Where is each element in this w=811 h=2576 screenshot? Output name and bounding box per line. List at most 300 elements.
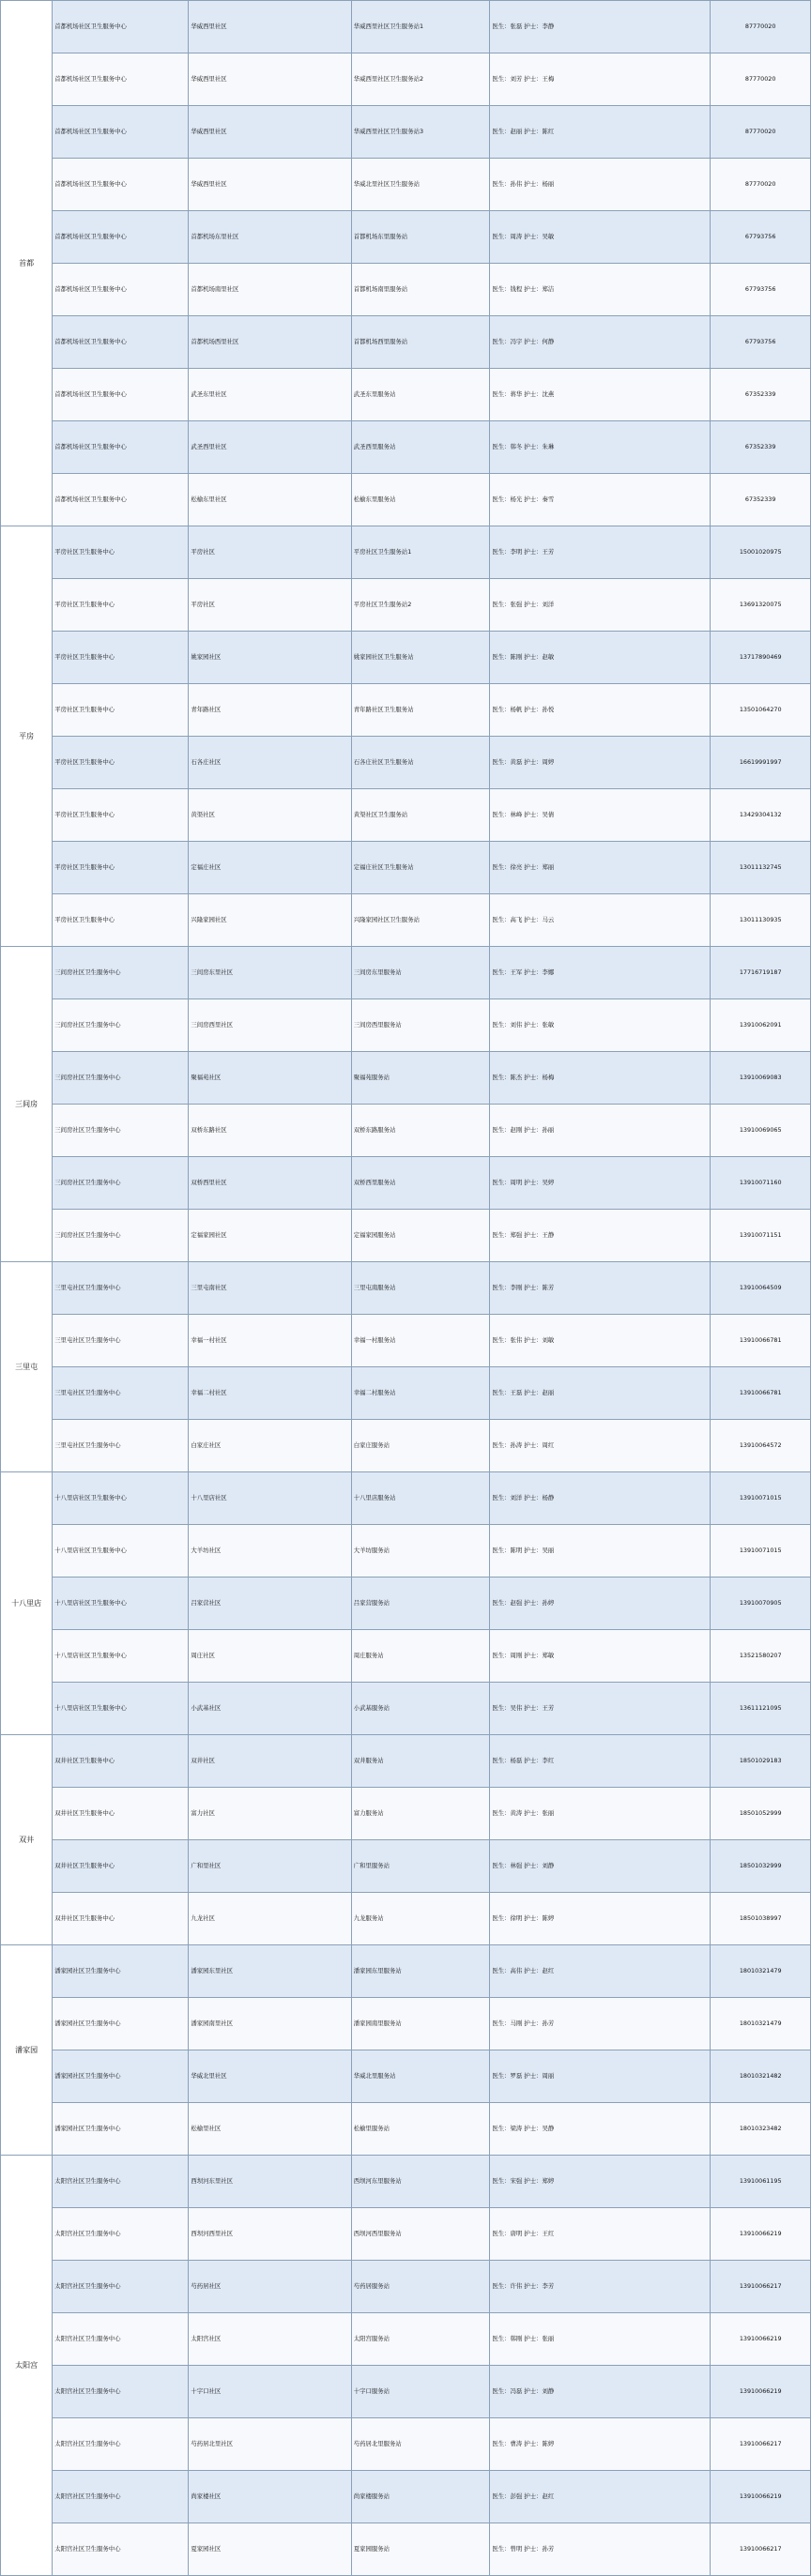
community: 九龙社区 — [189, 1893, 351, 1945]
contact-phone: 13501064270 — [711, 684, 811, 737]
team-members: 医生：赵强 护士：孙婷 — [490, 1578, 711, 1630]
table-row — [1, 684, 811, 737]
service-center: 双井社区卫生服务中心 — [53, 1893, 189, 1945]
community: 潘家园东里社区 — [189, 1945, 351, 1998]
team-members: 医生：郑强 护士：王静 — [490, 1210, 711, 1262]
team-members: 医生：杨帆 护士：孙悦 — [490, 684, 711, 737]
team-members: 医生：王军 护士：李娜 — [490, 947, 711, 999]
table-row — [1, 789, 811, 842]
team-members: 医生：张强 护士：刘洋 — [490, 579, 711, 632]
table-row — [1, 2471, 811, 2523]
community: 幸福一村社区 — [189, 1315, 351, 1367]
service-center: 十八里店社区卫生服务中心 — [53, 1525, 189, 1578]
contact-phone: 13910066781 — [711, 1367, 811, 1420]
service-center: 潘家园社区卫生服务中心 — [53, 2050, 189, 2103]
community: 兴隆家园社区 — [189, 894, 351, 947]
service-site: 三间房东里服务站 — [351, 947, 490, 999]
contact-phone: 67352339 — [711, 369, 811, 421]
service-site: 大羊坊服务站 — [351, 1525, 490, 1578]
community: 西坝河东里社区 — [189, 2156, 351, 2208]
table-row — [1, 1525, 811, 1578]
community: 首都机场南里社区 — [189, 264, 351, 316]
service-site: 青年路社区卫生服务站 — [351, 684, 490, 737]
service-center: 太阳宫社区卫生服务中心 — [53, 2208, 189, 2261]
contact-phone: 67352339 — [711, 421, 811, 474]
table-row — [1, 842, 811, 894]
service-center: 首都机场社区卫生服务中心 — [53, 159, 189, 211]
team-members: 医生：周涛 护士：吴敏 — [490, 211, 711, 264]
community: 潘家园南里社区 — [189, 1998, 351, 2050]
table-row — [1, 159, 811, 211]
service-site: 夏家园服务站 — [351, 2523, 490, 2576]
table-row — [1, 2313, 811, 2366]
service-center: 十八里店社区卫生服务中心 — [53, 1630, 189, 1683]
service-center: 三里屯社区卫生服务中心 — [53, 1315, 189, 1367]
team-members: 医生：蒋华 护士：沈燕 — [490, 369, 711, 421]
community: 三里屯南社区 — [189, 1262, 351, 1315]
contact-phone: 18010321479 — [711, 1945, 811, 1998]
table-row — [1, 1105, 811, 1157]
service-center: 潘家园社区卫生服务中心 — [53, 1945, 189, 1998]
table-row — [1, 947, 811, 999]
table-row — [1, 369, 811, 421]
table-row — [1, 1367, 811, 1420]
table-row — [1, 316, 811, 369]
service-site: 吕家营服务站 — [351, 1578, 490, 1630]
service-center: 首都机场社区卫生服务中心 — [53, 421, 189, 474]
contact-phone: 13611121095 — [711, 1683, 811, 1735]
team-members: 医生：高伟 护士：赵红 — [490, 1945, 711, 1998]
contact-phone: 13429304132 — [711, 789, 811, 842]
community: 武圣东里社区 — [189, 369, 351, 421]
service-site: 双桥西里服务站 — [351, 1157, 490, 1210]
community: 双桥西里社区 — [189, 1157, 351, 1210]
contact-phone: 67793756 — [711, 316, 811, 369]
contact-phone: 13910066219 — [711, 2208, 811, 2261]
community: 武圣西里社区 — [189, 421, 351, 474]
service-site: 聚福苑服务站 — [351, 1052, 490, 1105]
team-members: 医生：王磊 护士：赵丽 — [490, 1367, 711, 1420]
contact-phone: 18010321479 — [711, 1998, 811, 2050]
area-cell: 首都 — [1, 1, 53, 526]
table-row — [1, 2523, 811, 2576]
table-row — [1, 1578, 811, 1630]
service-site: 兴隆家园社区卫生服务站 — [351, 894, 490, 947]
service-center: 平房社区卫生服务中心 — [53, 894, 189, 947]
table-row — [1, 2103, 811, 2156]
community: 华威北里社区 — [189, 2050, 351, 2103]
service-center: 十八里店社区卫生服务中心 — [53, 1578, 189, 1630]
table-row — [1, 211, 811, 264]
service-site: 小武基服务站 — [351, 1683, 490, 1735]
table-row — [1, 2050, 811, 2103]
contact-phone: 18501029183 — [711, 1735, 811, 1788]
area-cell: 三里屯 — [1, 1262, 53, 1472]
service-center: 三间房社区卫生服务中心 — [53, 1210, 189, 1262]
contact-phone: 13910066217 — [711, 2418, 811, 2471]
table-row — [1, 1893, 811, 1945]
contact-phone: 13691320075 — [711, 579, 811, 632]
table-row — [1, 1262, 811, 1315]
community: 富力社区 — [189, 1788, 351, 1840]
team-members: 医生：曾明 护士：孙芳 — [490, 2523, 711, 2576]
contact-phone: 13910062091 — [711, 999, 811, 1052]
table-row — [1, 1052, 811, 1105]
contact-phone: 16619991997 — [711, 737, 811, 789]
table-row — [1, 1157, 811, 1210]
service-site: 定福庄社区卫生服务站 — [351, 842, 490, 894]
community: 周庄社区 — [189, 1630, 351, 1683]
service-center: 潘家园社区卫生服务中心 — [53, 2103, 189, 2156]
service-site: 平房社区卫生服务站1 — [351, 526, 490, 579]
contact-phone: 13910071015 — [711, 1525, 811, 1578]
table-row — [1, 106, 811, 159]
area-cell: 十八里店 — [1, 1472, 53, 1735]
team-members: 医生：刘芳 护士：王梅 — [490, 53, 711, 106]
service-site: 太阳宫服务站 — [351, 2313, 490, 2366]
table-row — [1, 999, 811, 1052]
service-center: 平房社区卫生服务中心 — [53, 789, 189, 842]
contact-phone: 13910071160 — [711, 1157, 811, 1210]
service-site: 华威西里社区卫生服务站1 — [351, 1, 490, 53]
community: 聚福苑社区 — [189, 1052, 351, 1105]
team-members: 医生：周刚 护士：郑敏 — [490, 1630, 711, 1683]
service-center: 三间房社区卫生服务中心 — [53, 1157, 189, 1210]
table-row — [1, 1472, 811, 1525]
community: 三间房西里社区 — [189, 999, 351, 1052]
contact-phone: 18010321482 — [711, 2050, 811, 2103]
community: 十字口社区 — [189, 2366, 351, 2418]
service-site: 三里屯南服务站 — [351, 1262, 490, 1315]
contact-phone: 13910066217 — [711, 2261, 811, 2313]
community: 华威西里社区 — [189, 159, 351, 211]
community: 平房社区 — [189, 526, 351, 579]
service-site: 尚家楼服务站 — [351, 2471, 490, 2523]
service-site: 潘家园东里服务站 — [351, 1945, 490, 1998]
team-members: 医生：徐亮 护士：郑丽 — [490, 842, 711, 894]
service-center: 三里屯社区卫生服务中心 — [53, 1367, 189, 1420]
service-site: 黄渠社区卫生服务站 — [351, 789, 490, 842]
team-members: 医生：马刚 护士：孙芳 — [490, 1998, 711, 2050]
contact-phone: 13910064509 — [711, 1262, 811, 1315]
contact-phone: 87770020 — [711, 159, 811, 211]
area-cell: 平房 — [1, 526, 53, 947]
team-members: 医生：宋强 护士：郑婷 — [490, 2156, 711, 2208]
team-members: 医生：赵刚 护士：孙丽 — [490, 1105, 711, 1157]
table-row — [1, 737, 811, 789]
community: 十八里店社区 — [189, 1472, 351, 1525]
service-center: 十八里店社区卫生服务中心 — [53, 1472, 189, 1525]
team-members: 医生：陈明 护士：吴丽 — [490, 1525, 711, 1578]
contact-phone: 17716719187 — [711, 947, 811, 999]
service-center: 十八里店社区卫生服务中心 — [53, 1683, 189, 1735]
community: 太阳宫社区 — [189, 2313, 351, 2366]
table-row — [1, 1315, 811, 1367]
service-site: 白家庄服务站 — [351, 1420, 490, 1472]
community: 黄渠社区 — [189, 789, 351, 842]
service-site: 华威北里服务站 — [351, 2050, 490, 2103]
service-site: 潘家园南里服务站 — [351, 1998, 490, 2050]
table-row — [1, 894, 811, 947]
service-site: 十字口服务站 — [351, 2366, 490, 2418]
service-center: 太阳宫社区卫生服务中心 — [53, 2156, 189, 2208]
community: 芍药居社区 — [189, 2261, 351, 2313]
community: 首都机场西里社区 — [189, 316, 351, 369]
service-center: 双井社区卫生服务中心 — [53, 1735, 189, 1788]
table-row — [1, 2418, 811, 2471]
community: 大羊坊社区 — [189, 1525, 351, 1578]
contact-phone: 13910061195 — [711, 2156, 811, 2208]
community: 三间房东里社区 — [189, 947, 351, 999]
contact-phone: 13910070905 — [711, 1578, 811, 1630]
community: 青年路社区 — [189, 684, 351, 737]
community: 姚家园社区 — [189, 632, 351, 684]
table-row — [1, 53, 811, 106]
team-members: 医生：高飞 护士：马云 — [490, 894, 711, 947]
team-members: 医生：杨光 护士：秦雪 — [490, 474, 711, 526]
team-members: 医生：孙伟 护士：杨丽 — [490, 159, 711, 211]
team-members: 医生：罗磊 护士：周丽 — [490, 2050, 711, 2103]
service-center: 三间房社区卫生服务中心 — [53, 999, 189, 1052]
table-row — [1, 632, 811, 684]
service-site: 华威西里社区卫生服务站2 — [351, 53, 490, 106]
contact-phone: 13910071151 — [711, 1210, 811, 1262]
service-center: 太阳宫社区卫生服务中心 — [53, 2366, 189, 2418]
service-site: 双井服务站 — [351, 1735, 490, 1788]
service-center: 首都机场社区卫生服务中心 — [53, 264, 189, 316]
table-row — [1, 2261, 811, 2313]
team-members: 医生：刘洋 护士：杨静 — [490, 1472, 711, 1525]
area-cell: 三间房 — [1, 947, 53, 1262]
table-row — [1, 264, 811, 316]
team-members: 医生：冯磊 护士：刘静 — [490, 2366, 711, 2418]
service-center: 三间房社区卫生服务中心 — [53, 1105, 189, 1157]
area-cell: 潘家园 — [1, 1945, 53, 2156]
service-site: 芍药居北里服务站 — [351, 2418, 490, 2471]
table-body — [1, 1, 811, 2576]
contact-phone: 67793756 — [711, 211, 811, 264]
team-members: 医生：黄涛 护士：张丽 — [490, 1788, 711, 1840]
service-center: 太阳宫社区卫生服务中心 — [53, 2261, 189, 2313]
team-members: 医生：徐明 护士：陈婷 — [490, 1893, 711, 1945]
contact-phone: 87770020 — [711, 53, 811, 106]
service-site: 幸福二村服务站 — [351, 1367, 490, 1420]
team-members: 医生：黄磊 护士：周婷 — [490, 737, 711, 789]
service-site: 十八里店服务站 — [351, 1472, 490, 1525]
team-members: 医生：钱程 护士：郑洁 — [490, 264, 711, 316]
service-site: 松榆里服务站 — [351, 2103, 490, 2156]
contact-phone: 13910066219 — [711, 2366, 811, 2418]
service-center: 太阳宫社区卫生服务中心 — [53, 2471, 189, 2523]
table-row — [1, 1210, 811, 1262]
service-center: 太阳宫社区卫生服务中心 — [53, 2418, 189, 2471]
team-members: 医生：陈杰 护士：杨梅 — [490, 1052, 711, 1105]
service-center: 首都机场社区卫生服务中心 — [53, 316, 189, 369]
contact-phone: 15001020975 — [711, 526, 811, 579]
service-site: 西坝河东里服务站 — [351, 2156, 490, 2208]
service-center: 平房社区卫生服务中心 — [53, 737, 189, 789]
service-site: 武圣西里服务站 — [351, 421, 490, 474]
service-site: 平房社区卫生服务站2 — [351, 579, 490, 632]
service-site: 华威西里社区卫生服务站3 — [351, 106, 490, 159]
community: 芍药居北里社区 — [189, 2418, 351, 2471]
community: 定福庄社区 — [189, 842, 351, 894]
community: 首都机场东里社区 — [189, 211, 351, 264]
contact-phone: 13910069083 — [711, 1052, 811, 1105]
service-site: 九龙服务站 — [351, 1893, 490, 1945]
community: 松榆里社区 — [189, 2103, 351, 2156]
table-row — [1, 526, 811, 579]
community: 华威西里社区 — [189, 53, 351, 106]
community: 松榆东里社区 — [189, 474, 351, 526]
team-members: 医生：冯宇 护士：何静 — [490, 316, 711, 369]
team-members: 医生：张伟 护士：刘敏 — [490, 1315, 711, 1367]
service-site: 幸福一村服务站 — [351, 1315, 490, 1367]
team-members: 医生：彭强 护士：赵红 — [490, 2471, 711, 2523]
contact-phone: 13011130935 — [711, 894, 811, 947]
community: 白家庄社区 — [189, 1420, 351, 1472]
community: 幸福二村社区 — [189, 1367, 351, 1420]
service-center: 平房社区卫生服务中心 — [53, 842, 189, 894]
team-members: 医生：孙涛 护士：周红 — [490, 1420, 711, 1472]
service-site: 首都机场南里服务站 — [351, 264, 490, 316]
team-members: 医生：林峰 护士：吴倩 — [490, 789, 711, 842]
table-row — [1, 1735, 811, 1788]
service-site: 周庄服务站 — [351, 1630, 490, 1683]
service-center: 太阳宫社区卫生服务中心 — [53, 2313, 189, 2366]
table-row — [1, 474, 811, 526]
service-site: 首都机场西里服务站 — [351, 316, 490, 369]
table-row — [1, 1683, 811, 1735]
contact-phone: 87770020 — [711, 106, 811, 159]
service-center: 潘家园社区卫生服务中心 — [53, 1998, 189, 2050]
service-site: 富力服务站 — [351, 1788, 490, 1840]
contact-phone: 13910069065 — [711, 1105, 811, 1157]
table-row — [1, 1630, 811, 1683]
team-members: 医生：刘伟 护士：张敏 — [490, 999, 711, 1052]
service-center: 首都机场社区卫生服务中心 — [53, 211, 189, 264]
contact-phone: 87770020 — [711, 1, 811, 53]
team-members: 医生：韩冬 护士：朱琳 — [490, 421, 711, 474]
service-center: 首都机场社区卫生服务中心 — [53, 474, 189, 526]
contact-phone: 13910066217 — [711, 2523, 811, 2576]
contact-phone: 13910071015 — [711, 1472, 811, 1525]
team-members: 医生：李明 护士：王芳 — [490, 526, 711, 579]
community: 夏家园社区 — [189, 2523, 351, 2576]
service-center: 双井社区卫生服务中心 — [53, 1788, 189, 1840]
team-members: 医生：韩刚 护士：张丽 — [490, 2313, 711, 2366]
community: 双井社区 — [189, 1735, 351, 1788]
service-center: 首都机场社区卫生服务中心 — [53, 106, 189, 159]
team-members: 医生：周明 护士：吴婷 — [490, 1157, 711, 1210]
contact-phone: 13910066781 — [711, 1315, 811, 1367]
service-site: 首都机场东里服务站 — [351, 211, 490, 264]
table-row — [1, 1788, 811, 1840]
table-row — [1, 2366, 811, 2418]
service-site: 武圣东里服务站 — [351, 369, 490, 421]
service-center: 三里屯社区卫生服务中心 — [53, 1420, 189, 1472]
service-site: 石各庄社区卫生服务站 — [351, 737, 490, 789]
service-site: 华威北里社区卫生服务站 — [351, 159, 490, 211]
team-members: 医生：赵丽 护士：陈红 — [490, 106, 711, 159]
service-site: 松榆东里服务站 — [351, 474, 490, 526]
table-row — [1, 1840, 811, 1893]
service-center: 首都机场社区卫生服务中心 — [53, 369, 189, 421]
contact-phone: 67352339 — [711, 474, 811, 526]
community: 定福家园社区 — [189, 1210, 351, 1262]
table-row — [1, 2156, 811, 2208]
area-cell: 太阳宫 — [1, 2156, 53, 2576]
contact-phone: 67793756 — [711, 264, 811, 316]
contact-phone: 13521580207 — [711, 1630, 811, 1683]
service-center: 平房社区卫生服务中心 — [53, 684, 189, 737]
service-site: 双桥东路服务站 — [351, 1105, 490, 1157]
contact-phone: 13011132745 — [711, 842, 811, 894]
team-members: 医生：吴伟 护士：王芳 — [490, 1683, 711, 1735]
contact-phone: 13910064572 — [711, 1420, 811, 1472]
service-center: 平房社区卫生服务中心 — [53, 579, 189, 632]
service-center: 平房社区卫生服务中心 — [53, 526, 189, 579]
contact-phone: 18501032999 — [711, 1840, 811, 1893]
service-site: 广和里服务站 — [351, 1840, 490, 1893]
team-members: 医生：张磊 护士：李静 — [490, 1, 711, 53]
table-row — [1, 1945, 811, 1998]
service-site: 芍药居服务站 — [351, 2261, 490, 2313]
team-members: 医生：唐明 护士：王红 — [490, 2208, 711, 2261]
service-site: 三间房西里服务站 — [351, 999, 490, 1052]
contact-phone: 13910066219 — [711, 2471, 811, 2523]
service-site: 西坝河西里服务站 — [351, 2208, 490, 2261]
community: 西坝河西里社区 — [189, 2208, 351, 2261]
community: 广和里社区 — [189, 1840, 351, 1893]
community: 尚家楼社区 — [189, 2471, 351, 2523]
community: 石各庄社区 — [189, 737, 351, 789]
service-center: 三间房社区卫生服务中心 — [53, 947, 189, 999]
table-row — [1, 1998, 811, 2050]
community: 华威西里社区 — [189, 1, 351, 53]
table-row — [1, 579, 811, 632]
service-center: 首都机场社区卫生服务中心 — [53, 53, 189, 106]
area-cell: 双井 — [1, 1735, 53, 1945]
team-members: 医生：曹涛 护士：陈婷 — [490, 2418, 711, 2471]
contact-phone: 13717890469 — [711, 632, 811, 684]
service-site: 定福家园服务站 — [351, 1210, 490, 1262]
service-center: 首都机场社区卫生服务中心 — [53, 1, 189, 53]
service-site: 姚家园社区卫生服务站 — [351, 632, 490, 684]
team-members: 医生：李刚 护士：陈芳 — [490, 1262, 711, 1315]
service-center: 太阳宫社区卫生服务中心 — [53, 2523, 189, 2576]
community: 吕家营社区 — [189, 1578, 351, 1630]
community: 双桥东路社区 — [189, 1105, 351, 1157]
team-members: 医生：许伟 护士：李芳 — [490, 2261, 711, 2313]
team-members: 医生：杨磊 护士：李红 — [490, 1735, 711, 1788]
team-members: 医生：林强 护士：刘静 — [490, 1840, 711, 1893]
service-center: 平房社区卫生服务中心 — [53, 632, 189, 684]
community: 小武基社区 — [189, 1683, 351, 1735]
table-row — [1, 1420, 811, 1472]
team-members: 医生：陈刚 护士：赵敏 — [490, 632, 711, 684]
service-center: 双井社区卫生服务中心 — [53, 1840, 189, 1893]
contact-phone: 13910066219 — [711, 2313, 811, 2366]
table-row — [1, 2208, 811, 2261]
table-row — [1, 1, 811, 53]
contact-phone: 18010323482 — [711, 2103, 811, 2156]
team-members: 医生：梁涛 护士：吴静 — [490, 2103, 711, 2156]
table-row — [1, 421, 811, 474]
service-center: 三间房社区卫生服务中心 — [53, 1052, 189, 1105]
community: 华威西里社区 — [189, 106, 351, 159]
contact-phone: 18501038997 — [711, 1893, 811, 1945]
